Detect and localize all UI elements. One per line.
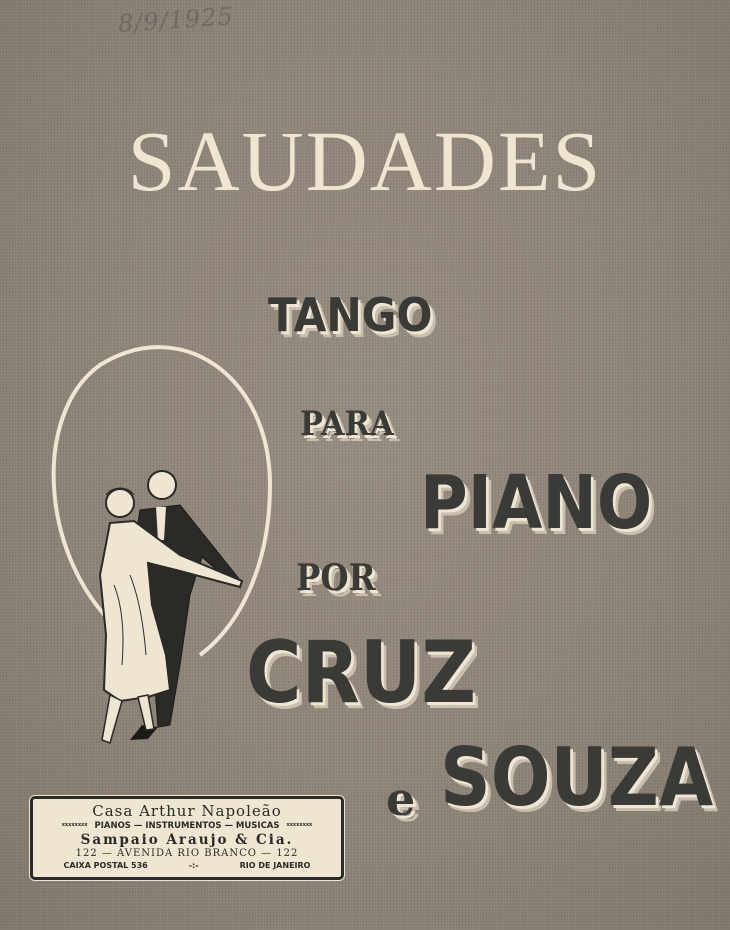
publisher-firm: Sampaio Araujo & Cia. bbox=[80, 832, 294, 848]
composer-last-name: SOUZA bbox=[440, 731, 714, 824]
ornament-left: xxxxxxxx bbox=[61, 822, 88, 828]
composer-first-name: CRUZ bbox=[246, 623, 477, 723]
para-label: PARA bbox=[300, 404, 394, 444]
publisher-postbox: CAIXA POSTAL 536 bbox=[63, 861, 148, 870]
publisher-products-line bbox=[33, 820, 341, 832]
handwritten-date: 8/9/1925 bbox=[117, 1, 235, 39]
publisher-stamp bbox=[30, 796, 344, 880]
instrument-label: PIANO bbox=[420, 460, 653, 546]
por-label: POR bbox=[296, 557, 376, 599]
publisher-city: RIO DE JANEIRO bbox=[239, 861, 311, 870]
composer-conjunction: e bbox=[386, 772, 416, 826]
ornament-right: xxxxxxxx bbox=[286, 822, 313, 828]
song-title: SAUDADES bbox=[127, 113, 603, 209]
publisher-separator: -:- bbox=[188, 861, 199, 870]
publisher-address: 122 — AVENIDA RIO BRANCO — 122 bbox=[75, 848, 299, 859]
genre-label: TANGO bbox=[268, 288, 433, 342]
dancing-couple-illustration bbox=[30, 335, 290, 765]
publisher-products: PIANOS — INSTRUMENTOS — MUSICAS bbox=[94, 821, 280, 831]
publisher-name: Casa Arthur Napoleão bbox=[92, 802, 282, 820]
publisher-contact-line bbox=[33, 860, 341, 872]
